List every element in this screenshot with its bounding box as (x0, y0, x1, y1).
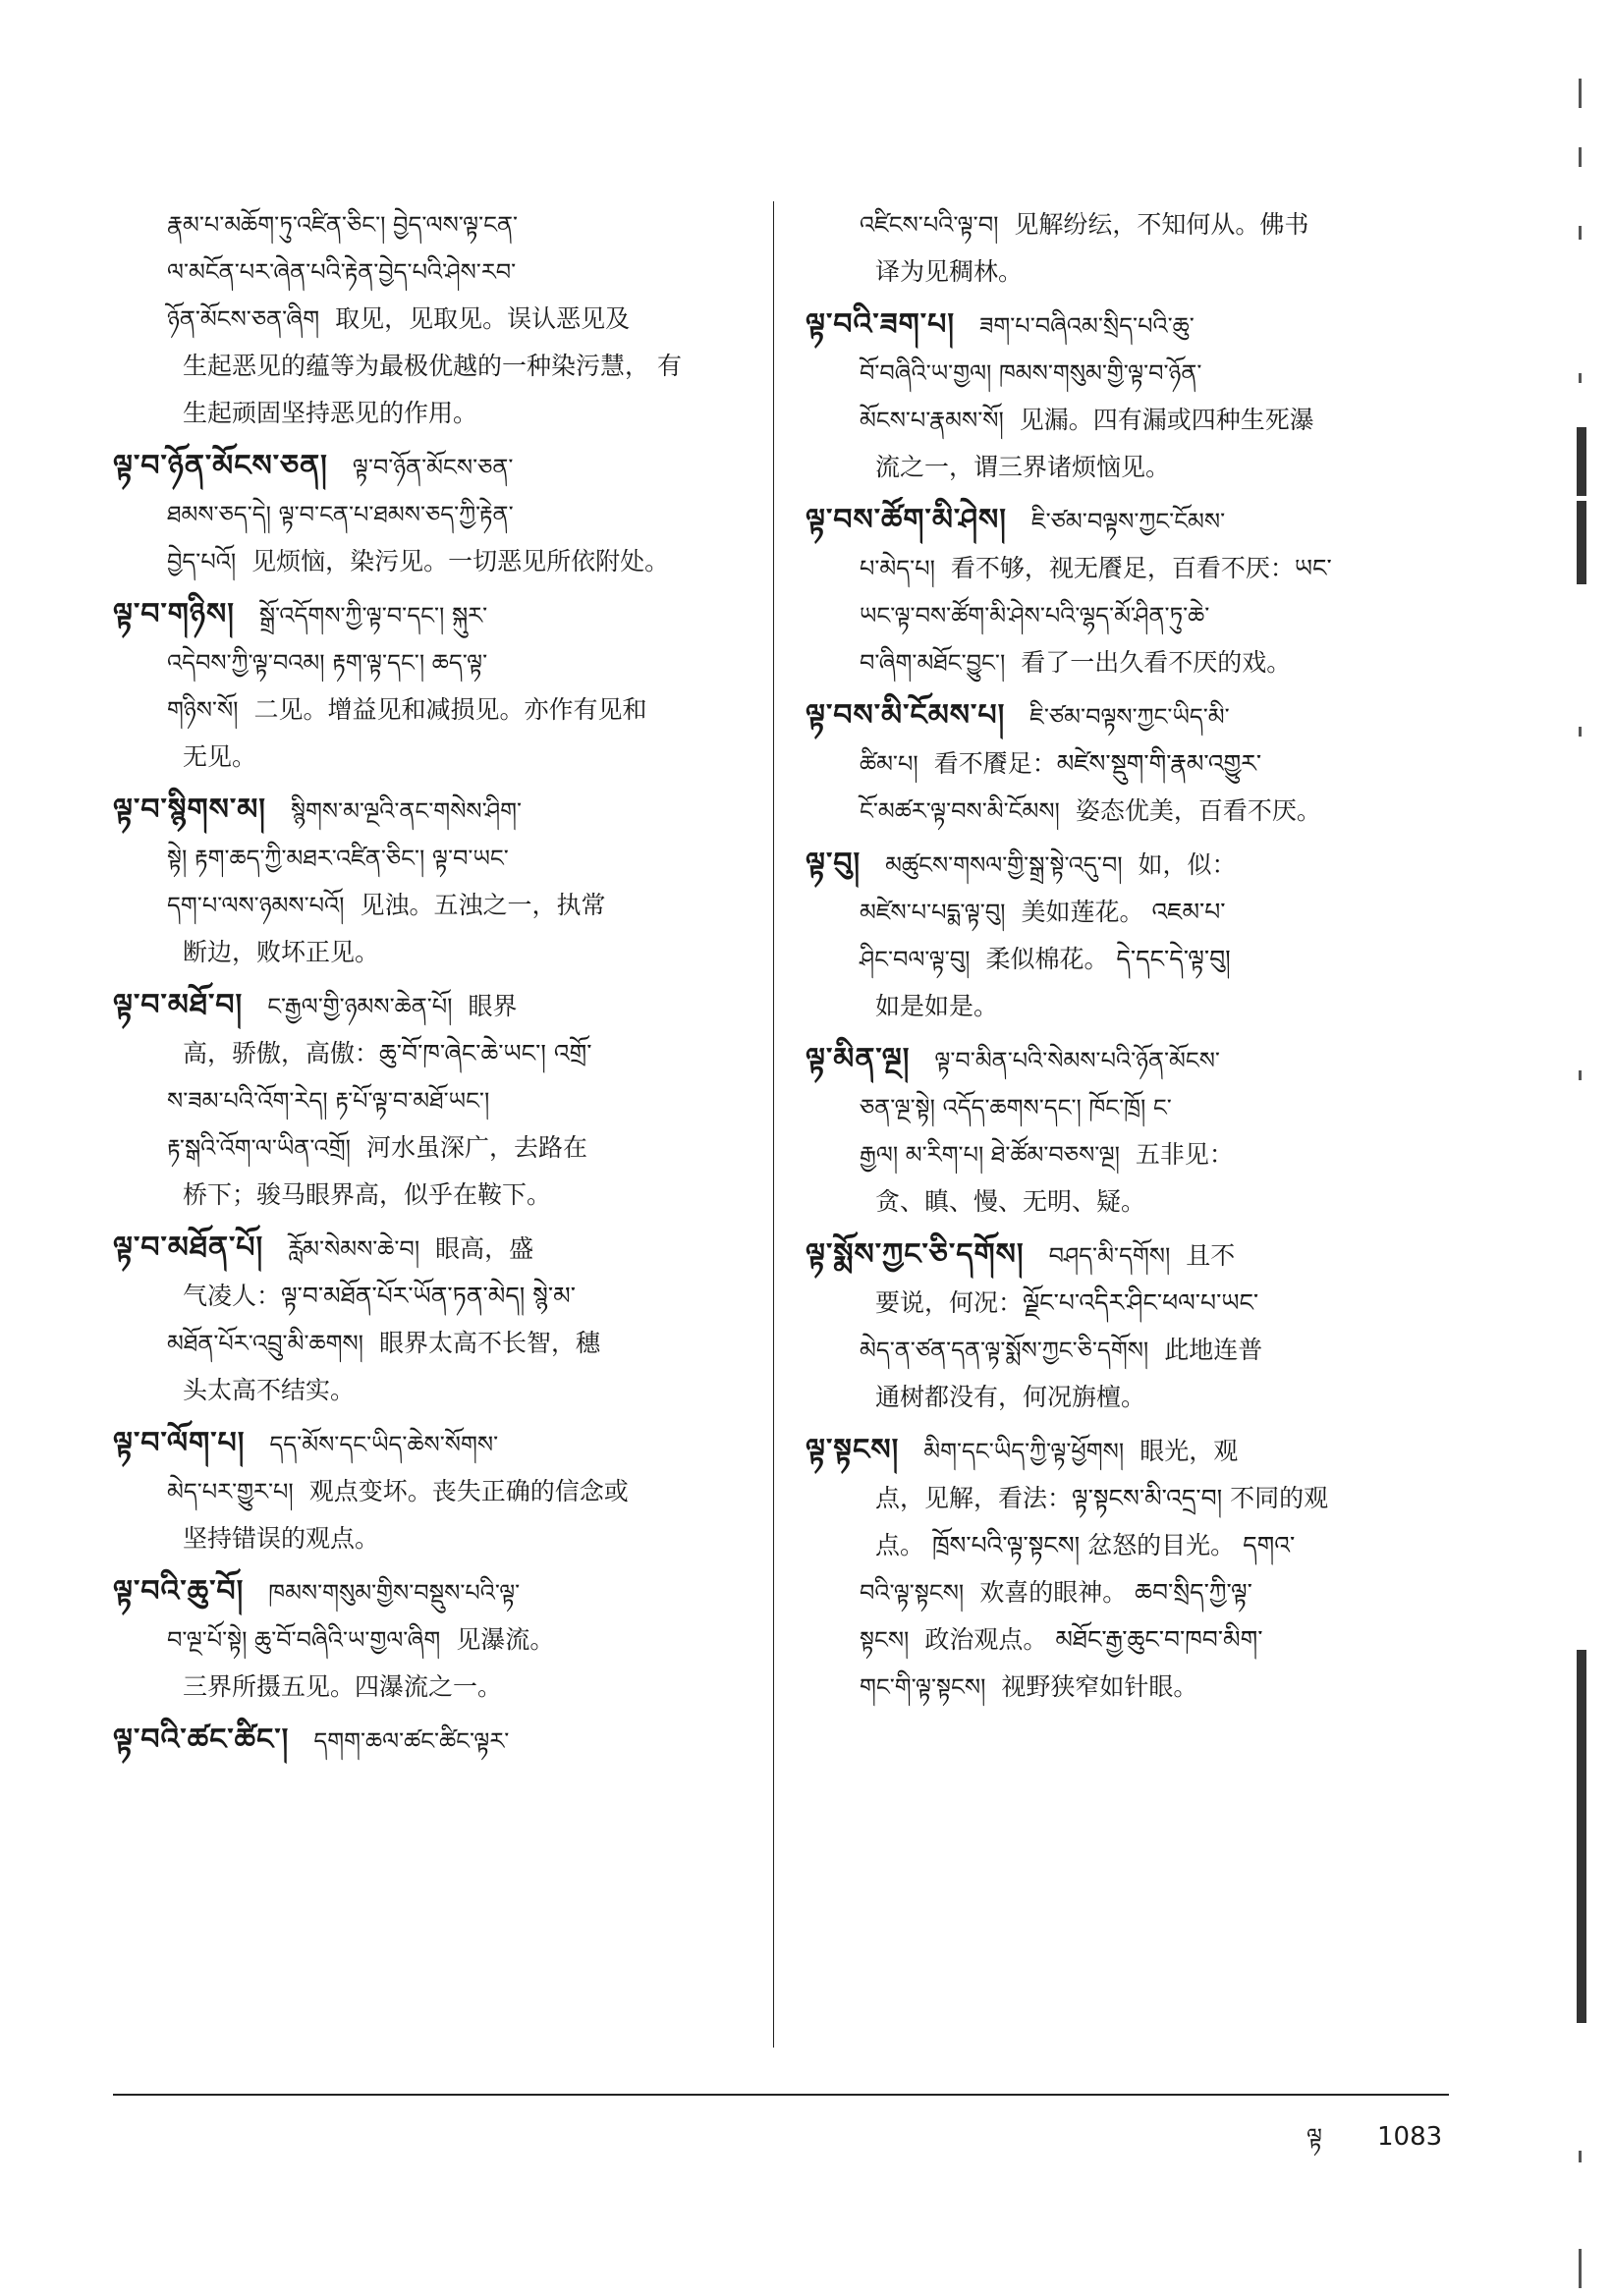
chinese-definition: 无见。 (183, 742, 257, 771)
headword: ལྟ་མིན་ལྔ། (806, 1042, 911, 1076)
dictionary-entry (113, 443, 747, 585)
entry-line (806, 201, 1439, 248)
chinese-definition: 见漏。四有漏或四种生死瀑 (1019, 406, 1314, 434)
entry-line (113, 1515, 747, 1562)
tibetan-text: ལྟ་བ་ཉོན་མོངས་ཅན་ (352, 454, 514, 481)
dictionary-entry (113, 1420, 747, 1562)
tibetan-text: སྟངས། (860, 1626, 910, 1654)
entry-line (113, 248, 747, 296)
dictionary-entry (806, 497, 1439, 686)
tibetan-text: པ་མེད་པ། (860, 555, 935, 582)
tibetan-text: ཇི་ཙམ་བལྟས་ཀྱང་ཡིད་མི་ (1029, 703, 1230, 731)
chinese-definition: 气凌人：ལྟ་བ་མཐོན་པོར་ཡོན་ཏན་མེད། སྙེ་མ་ (183, 1282, 576, 1310)
entry-line (113, 787, 747, 835)
tibetan-text: ཚིམ་པ། (860, 750, 918, 778)
entry-line (113, 443, 747, 491)
entry-line (806, 983, 1439, 1030)
column-divider (773, 201, 774, 2048)
chinese-definition: 要说，何况：ལྗོང་པ་འདིར་ཤིང་ཕལ་པ་ཡང་ (875, 1288, 1259, 1317)
entry-line (806, 1178, 1439, 1226)
entry-line (806, 545, 1439, 592)
section-letter: ལྟ (1306, 2123, 1322, 2151)
chinese-definition: 如是如是。 (875, 992, 999, 1020)
entry-line (113, 591, 747, 639)
chinese-definition: 二见。增益见和减损见。亦作有见和 (253, 695, 647, 724)
entry-line (806, 497, 1439, 545)
tibetan-text: བ་ལྔ་པོ་སྟེ། ཆུ་བོ་བཞིའི་ཡ་གྱལ་ཞིག (167, 1626, 441, 1654)
chinese-definition: 点，见解，看法：ལྟ་སྟངས་མི་འདྲ་བ། 不同的观 (875, 1484, 1329, 1512)
headword: ལྟ་སྨོས་ཀྱང་ཅི་དགོས། (806, 1237, 1025, 1272)
tibetan-text: མེད་པར་གྱུར་པ། (167, 1478, 294, 1505)
entry-line (113, 390, 747, 437)
headword: ལྟ་བའི་ཆུ་བོ། (113, 1574, 245, 1609)
dictionary-entry (806, 692, 1439, 835)
tibetan-text: མཛེས་པ་པདྨ་ལྟ་བུ། (860, 899, 1006, 926)
tibetan-text: མཐོན་པོར་འབྲུ་མི་ཆགས། (167, 1330, 363, 1357)
entry-line (806, 301, 1439, 350)
chinese-definition: 如，似： (1138, 850, 1237, 879)
chinese-definition: 三界所摄五见。四瀑流之一。 (183, 1672, 503, 1701)
tibetan-text: མེད་ན་ཙན་དན་ལྟ་སྨོས་ཀྱང་ཅི་དགོས། (860, 1337, 1149, 1364)
tibetan-text: གང་གི་ལྟ་སྟངས། (860, 1673, 986, 1701)
dictionary-entry (806, 841, 1439, 1030)
entry-line (113, 1225, 747, 1273)
headword: ལྟ་བས་ཚོག་མི་ཤེས། (806, 503, 1007, 537)
dictionary-entry (806, 1231, 1439, 1421)
chinese-definition: 通树都没有，何况旃檀。 (875, 1383, 1146, 1411)
entry-line (806, 1231, 1439, 1280)
entry-line (113, 929, 747, 976)
scan-edge-marks (1573, 39, 1594, 2259)
entry-line (113, 296, 747, 343)
entry-line (806, 692, 1439, 740)
chinese-definition: 视野狭窄如针眼。 (1001, 1672, 1198, 1701)
entry-line (113, 1420, 747, 1468)
entry-line (806, 444, 1439, 491)
chinese-definition: 欢喜的眼神。 ཆབ་སྲིད་ཀྱི་ལྟ་ (979, 1578, 1252, 1607)
tibetan-text: བཤད་མི་དགོས། (1048, 1242, 1171, 1270)
tibetan-text: བ་ཞིག་མཐོང་བྱུང་། (860, 649, 1006, 677)
entry-line (806, 1522, 1439, 1569)
tibetan-text: ཡང་ལྟ་བས་ཚོག་མི་ཤེས་པའི་ལྷད་མོ་ཤིན་ཏུ་ཆེ་ (860, 602, 1210, 629)
entry-line (806, 889, 1439, 936)
chinese-definition: 点。 ཁྲོས་པའི་ལྟ་སྟངས། 忿怒的目光。 དགའ་ (875, 1531, 1296, 1559)
footer-rule (113, 2094, 1449, 2096)
entry-line (806, 1036, 1439, 1084)
chinese-definition: 桥下；骏马眼界高，似乎在鞍下。 (183, 1180, 552, 1209)
dictionary-entry (113, 1717, 747, 1765)
page-number: 1083 (1376, 2122, 1443, 2152)
chinese-definition: 观点变坏。丧失正确的信念或 (308, 1477, 629, 1505)
entry-line (113, 1664, 747, 1711)
dictionary-entry (113, 982, 747, 1219)
tibetan-text: ངོ་མཚར་ལྟ་བས་མི་ངོམས། (860, 797, 1060, 825)
entry-line (113, 343, 747, 390)
tibetan-text: དག་པ་ལས་ཉམས་པའོ། (167, 892, 345, 919)
chinese-definition: 流之一，谓三界诸烦恼见。 (875, 453, 1171, 481)
chinese-definition: 此地连普 (1164, 1336, 1263, 1364)
chinese-definition: 看不够，视无餍足，百看不厌：ཡང་ (950, 554, 1332, 582)
entry-line (113, 1030, 747, 1077)
entry-line (113, 639, 747, 686)
tibetan-text: སྒྲོ་འདོགས་ཀྱི་ལྟ་བ་དང་། སྐུར་ (258, 602, 488, 629)
tibetan-text: ང་རྒྱལ་གྱི་ཉམས་ཆེན་པོ། (267, 993, 453, 1020)
chinese-definition: 高，骄傲，高傲：ཆུ་བོ་ཁ་ཞེང་ཆེ་ཡང་། འགྲོ་ (183, 1039, 592, 1067)
chinese-definition: 生起恶见的蕴等为最极优越的一种染污慧， 有 (183, 352, 682, 380)
entry-line (806, 397, 1439, 444)
page-footer (1267, 2111, 1442, 2177)
tibetan-text: སྙིགས་མ་ལྔའི་ནང་གསེས་ཤིག་ (290, 797, 523, 825)
tibetan-text: ལྟ་བ་མིན་པའི་སེམས་པའི་ཉོན་མོངས་ (934, 1047, 1220, 1074)
left-column (113, 201, 747, 1771)
tibetan-text: རྣམ་པ་མཆོག་ཏུ་འཛིན་ཅིང་། བྱེད་ལས་ལྟ་ངན་ (167, 211, 519, 239)
entry-line (806, 1569, 1439, 1616)
tibetan-text: ཁམས་གསུམ་གྱིས་བསྡུས་པའི་ལྟ་ (268, 1579, 521, 1607)
chinese-definition: 看了一出久看不厌的戏。 (1021, 648, 1292, 677)
entry-line (806, 1427, 1439, 1475)
chinese-definition: 眼界太高不长智，穗 (379, 1329, 601, 1357)
chinese-definition: 贪、瞋、慢、无明、疑。 (875, 1187, 1146, 1216)
chinese-definition: 断边，败坏正见。 (183, 938, 380, 966)
entry-line (113, 1367, 747, 1414)
headword: ལྟ་བས་མི་ངོམས་པ། (806, 698, 1006, 733)
entry-line (806, 936, 1439, 983)
entry-line (113, 882, 747, 929)
tibetan-text: ཉོན་མོངས་ཅན་ཞིག (167, 305, 320, 333)
entry-line (806, 1616, 1439, 1664)
right-column (806, 201, 1439, 1717)
tibetan-text: ཤིང་བལ་ལྟ་བུ། (860, 946, 971, 973)
entry-line (113, 982, 747, 1030)
entry-line (806, 639, 1439, 686)
dictionary-entry (806, 1427, 1439, 1711)
tibetan-text: མོངས་པ་རྣམས་སོ། (860, 407, 1004, 434)
entry-line (113, 1124, 747, 1172)
entry-line (113, 201, 747, 248)
tibetan-text: ཐམས་ཅད་དེ། ལྟ་བ་ངན་པ་ཐམས་ཅད་ཀྱི་རྟེན་ (167, 501, 514, 528)
tibetan-text: གཉིས་སོ། (167, 696, 239, 724)
entry-line (806, 248, 1439, 296)
chinese-definition: 五非见： (1135, 1140, 1234, 1169)
chinese-definition: 眼高，盛 (435, 1234, 534, 1263)
chinese-definition: 姿态优美，百看不厌。 (1075, 796, 1321, 825)
chinese-definition: 见浊。五浊之一，执常 (360, 891, 606, 919)
tibetan-text: འདེབས་ཀྱི་ལྟ་བའམ། རྟག་ལྟ་དང་། ཆད་ལྟ་ (167, 649, 488, 677)
entry-line (806, 740, 1439, 788)
headword: ལྟ་བ་ཉོན་མོངས་ཅན། (113, 449, 328, 483)
chinese-definition: 头太高不结实。 (183, 1376, 356, 1404)
headword: ལྟ་བ་མཐོན་པོ། (113, 1230, 264, 1265)
chinese-definition: 眼光，观 (1140, 1437, 1239, 1465)
headword: ལྟ་བའི་ཟག་པ། (806, 307, 955, 342)
tibetan-text: རྒྱལ། མ་རིག་པ། ཐེ་ཚོམ་བཅས་ལྔ། (860, 1141, 1120, 1169)
chinese-definition: 取见，见取见。误认恶见及 (335, 304, 631, 333)
entry-line (113, 1717, 747, 1765)
entry-line (806, 1131, 1439, 1178)
tibetan-text: རློམ་སེམས་ཆེ་བ། (288, 1235, 420, 1263)
entry-line (113, 1172, 747, 1219)
entry-line (806, 1327, 1439, 1374)
entry-line (113, 538, 747, 585)
entry-line (113, 1468, 747, 1515)
chinese-definition: 生起顽固坚持恶见的作用。 (183, 399, 478, 427)
entry-line (113, 835, 747, 882)
tibetan-text: བའི་ལྟ་སྟངས། (860, 1579, 965, 1607)
chinese-definition: 美如莲花。 འཇམ་པ་ (1021, 898, 1226, 926)
entry-line (113, 734, 747, 781)
chinese-definition: 河水虽深广，去路在 (365, 1133, 587, 1162)
entry-line (806, 1280, 1439, 1327)
tibetan-text: ཅན་ལྔ་སྟེ། འདོད་ཆགས་དང་། ཁོང་ཁྲོ། ང་ (860, 1094, 1172, 1121)
chinese-definition: 见瀑流。 (456, 1625, 555, 1654)
headword: ལྟ་བ་སྙིགས་མ། (113, 793, 266, 827)
entry-line (113, 1616, 747, 1664)
headword: ལྟ་བ་ལོག་པ། (113, 1426, 246, 1460)
tibetan-text: འཛིངས་པའི་ལྟ་བ། (860, 211, 999, 239)
tibetan-text: ཇི་ཙམ་བལྟས་ཀྱང་ངོམས་ (1030, 508, 1226, 535)
entry-line (113, 1568, 747, 1616)
tibetan-text: བྱེད་པའོ། (167, 548, 237, 575)
tibetan-text: རྟ་སྒའི་འོག་ལ་ཡིན་འགྲོ། (167, 1134, 351, 1162)
dictionary-entry (113, 591, 747, 781)
tibetan-text: བོ་བཞིའི་ཡ་གྱལ། ཁམས་གསུམ་གྱི་ལྟ་བ་ཉོན་ (860, 359, 1202, 387)
entry-line (113, 686, 747, 734)
chinese-definition: 看不餍足：མཛེས་སྡུག་གི་རྣམ་འགྱུར་ (933, 749, 1262, 778)
headword: ལྟ་བ་གཉིས། (113, 597, 235, 631)
chinese-definition: 见烦恼，染污见。一切恶见所依附处。 (251, 547, 670, 575)
headword: ལྟ་སྟངས། (806, 1433, 900, 1467)
chinese-definition: 见解纷纭，不知何从。佛书 (1014, 210, 1309, 239)
tibetan-text: དགག་ཆལ་ཚང་ཚིང་ལྟར་ (313, 1727, 510, 1755)
entry-line (806, 1664, 1439, 1711)
dictionary-entry (806, 301, 1439, 491)
dictionary-entry (113, 1568, 747, 1711)
tibetan-text: སྟེ། རྟག་ཆད་ཀྱི་མཐར་འཛིན་ཅིང་། ལྟ་བ་ཡང་ (167, 845, 509, 872)
entry-line (806, 1475, 1439, 1522)
dictionary-entry (113, 787, 747, 976)
chinese-definition: 政治观点。 མཐོང་རྒྱ་ཆུང་བ་ཁབ་མིག་ (924, 1625, 1263, 1654)
chinese-definition: 且不 (1186, 1241, 1236, 1270)
entry-line (113, 1273, 747, 1320)
entry-line (806, 350, 1439, 397)
entry-line (806, 841, 1439, 889)
headword: ལྟ་བའི་ཚང་ཚིང་། (113, 1722, 290, 1757)
headword: ལྟ་བ་མཐོ་བ། (113, 988, 244, 1022)
tibetan-text: མཚུངས་གསལ་གྱི་སྒྲ་སྟེ་འདུ་བ། (885, 851, 1123, 879)
dictionary-entry (806, 201, 1439, 296)
tibetan-text: དད་མོས་དང་ཡིད་ཆེས་སོགས་ (269, 1431, 499, 1458)
entry-line (113, 1320, 747, 1367)
chinese-definition: 坚持错误的观点。 (183, 1524, 380, 1553)
entry-line (806, 788, 1439, 835)
entry-line (806, 592, 1439, 639)
entry-line (806, 1374, 1439, 1421)
chinese-definition: 眼界 (468, 992, 518, 1020)
chinese-definition: 译为见稠林。 (875, 257, 1024, 286)
tibetan-text: མིག་དང་ཡིད་ཀྱི་ལྟ་ཕྱོགས། (923, 1438, 1125, 1465)
chinese-definition: 柔似棉花。 དེ་དང་དེ་ལྟ་བུ། (985, 945, 1231, 973)
dictionary-entry (113, 201, 747, 437)
headword: ལྟ་བུ། (806, 847, 862, 881)
dictionary-entry (113, 1225, 747, 1414)
entry-line (113, 491, 747, 538)
tibetan-text: ལ་མངོན་པར་ཞེན་པའི་རྟེན་བྱེད་པའི་ཤེས་རབ་ (167, 258, 517, 286)
entry-line (806, 1084, 1439, 1131)
dictionary-entry (806, 1036, 1439, 1226)
entry-line (113, 1077, 747, 1124)
tibetan-text: ས་ཟམ་པའི་འོག་རེད། རྟ་པོ་ལྟ་བ་མཐོ་ཡང་། (167, 1087, 490, 1115)
tibetan-text: ཟག་པ་བཞིའམ་སྲིད་པའི་ཆུ་ (979, 312, 1195, 340)
